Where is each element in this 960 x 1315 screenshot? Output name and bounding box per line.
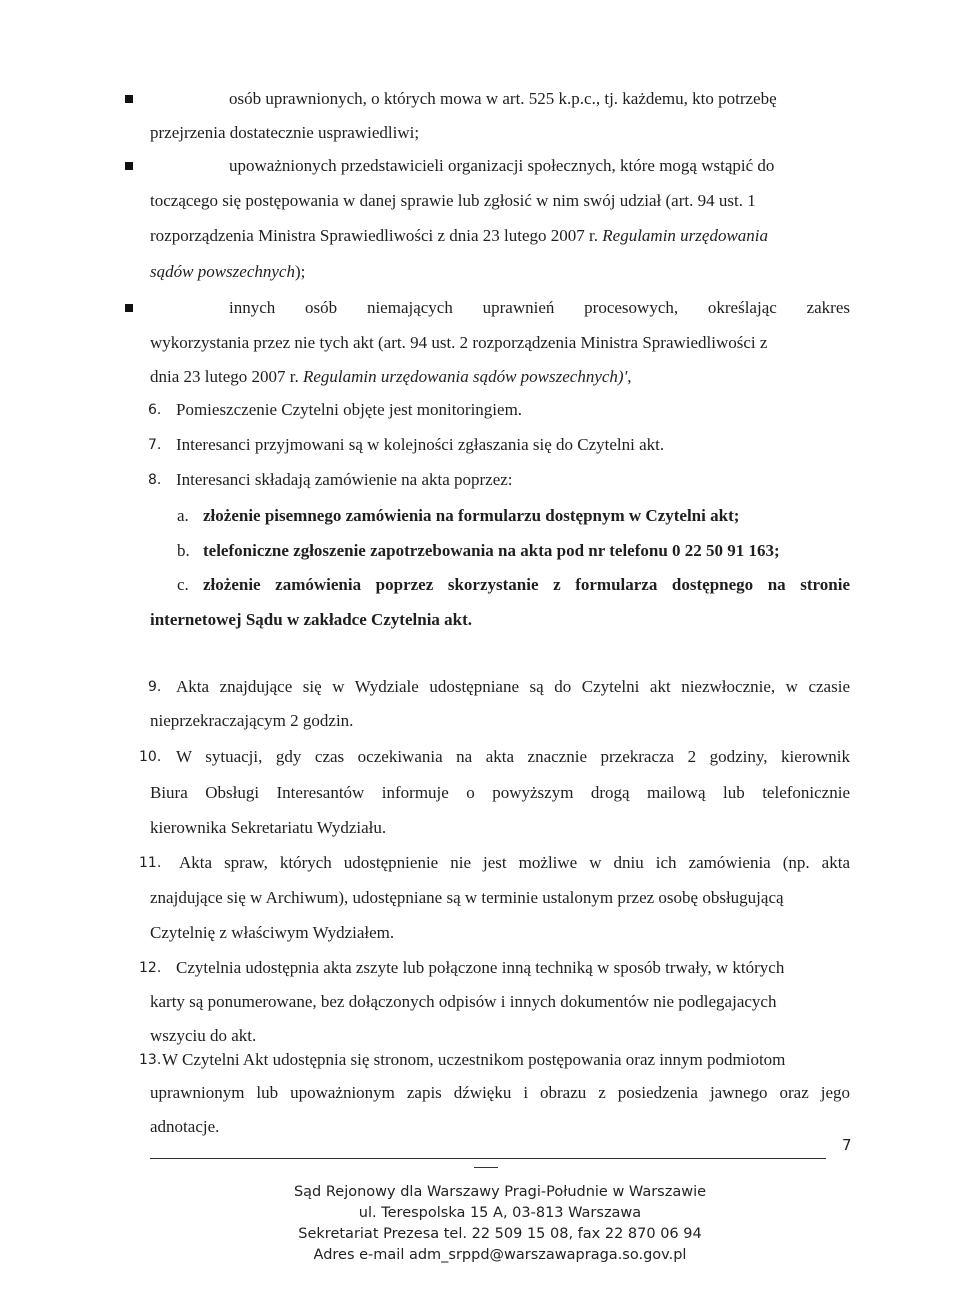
item13-line1: W Czytelni Akt udostępnia się stronom, uczestnikom postępowania oraz innym podmiotom — [162, 1050, 786, 1069]
footer-email: Adres e-mail adm_srppd@warszawapraga.so.gov.pl — [313, 1247, 687, 1263]
footer-phone: Sekretariat Prezesa tel. 22 509 15 08, fax 22 870 06 94 — [298, 1226, 702, 1242]
suba-text: złożenie pisemnego zamówienia na formularzu dostępnym w Czytelni akt; — [203, 506, 740, 525]
bullet3-line3 — [150, 366, 631, 388]
bullet1-line2: przejrzenia dostatecznie usprawiedliwi; — [150, 123, 420, 142]
item-number: 7. — [148, 437, 162, 453]
bullet3-line3-text: dnia 23 lutego 2007 r. — [150, 367, 303, 386]
bullet3-line2: wykorzystania przez nie tych akt (art. 94 ust. 2 rozporządzenia Ministra Sprawiedliwości z — [150, 333, 768, 352]
item11-line1: Akta spraw, których udostępnienie nie jest możliwe w dniu ich zamówienia (np. akta — [179, 853, 850, 872]
item-number: 12. — [139, 960, 162, 976]
item10-line2: Biura Obsługi Interesantów informuje o powyższym drogą mailową lub telefonicznie — [150, 783, 850, 802]
bullet2-line1: upoważnionych przedstawicieli organizacji społecznych, które mogą wstąpić do — [229, 156, 775, 175]
item-number: 9. — [148, 679, 162, 695]
regulation-title: Regulamin urzędowania — [602, 226, 769, 245]
footer-court-name: Sąd Rejonowy dla Warszawy Pragi-Południe w Warszawie — [293, 1184, 707, 1200]
item10-line1: W sytuacji, gdy czas oczekiwania na akta znacznie przekracza 2 godziny, kierownik — [176, 747, 850, 766]
bullet2-line4 — [150, 261, 305, 283]
footer-address: ul. Terespolska 15 A, 03-813 Warszawa — [358, 1205, 642, 1221]
bullet-marker — [125, 162, 133, 170]
item-number: 8. — [148, 472, 162, 488]
item-number: 10. — [139, 749, 162, 765]
sub-letter: c. — [177, 575, 189, 594]
regulation-title-cont: sądów powszechnych — [150, 262, 295, 281]
item11-line2: znajdujące się w Archiwum), udostępniane są w terminie ustalonym przez osobę obsługującą — [150, 888, 784, 907]
bullet2-line4-end: ); — [294, 262, 306, 281]
item13-line2: uprawnionym lub upoważnionym zapis dźwięku i obrazu z posiedzenia jawnego oraz jego — [150, 1083, 850, 1102]
bullet2-line3 — [150, 225, 768, 247]
item8-text: Interesanci składają zamówienie na akta poprzez: — [176, 470, 513, 489]
bullet1-line1: osób uprawnionych, o których mowa w art. 525 k.p.c., tj. każdemu, kto potrzebę — [229, 89, 777, 108]
item12-line2: karty są ponumerowane, bez dołączonych odpisów i innych dokumentów nie podlegajacych — [150, 992, 777, 1011]
footer-divider — [150, 1158, 826, 1159]
item9-line1: Akta znajdujące się w Wydziale udostępniane są do Czytelni akt niezwłocznie, w czasie — [176, 677, 850, 696]
item7-text: Interesanci przyjmowani są w kolejności zgłaszania się do Czytelni akt. — [176, 435, 665, 454]
sub-letter: b. — [177, 541, 190, 560]
bullet-marker — [125, 304, 133, 312]
item12-line1: Czytelnia udostępnia akta zszyte lub połączone inną techniką w sposób trwały, w których — [176, 958, 785, 977]
bullet2-line3-text: rozporządzenia Ministra Sprawiedliwości z dnia 23 lutego 2007 r. — [150, 226, 603, 245]
bullet3-line1: innych osób niemających uprawnień procesowych, określając zakres — [229, 298, 850, 317]
item6-text: Pomieszczenie Czytelni objęte jest monitoringiem. — [176, 400, 523, 419]
bullet2-line2: toczącego się postępowania w danej sprawie lub zgłosić w nim swój udział (art. 94 ust. 1 — [150, 191, 756, 210]
item-number: 13. — [139, 1052, 162, 1068]
item13-line3: adnotacje. — [150, 1117, 220, 1136]
subc-line2: internetowej Sądu w zakładce Czytelnia akt. — [150, 610, 473, 629]
subb-text: telefoniczne zgłoszenie zapotrzebowania na akta pod nr telefonu 0 22 50 91 163; — [203, 541, 780, 560]
item-number: 11. — [139, 855, 162, 871]
item10-line3: kierownika Sekretariatu Wydziału. — [150, 818, 387, 837]
item9-line2: nieprzekraczającym 2 godzin. — [150, 711, 354, 730]
item12-line3: wszyciu do akt. — [150, 1026, 257, 1045]
item11-line3: Czytelnię z właściwym Wydziałem. — [150, 923, 395, 942]
item-number: 6. — [148, 402, 162, 418]
sub-letter: a. — [177, 506, 189, 525]
regulation-title: Regulamin urzędowania sądów powszechnych)', — [302, 367, 632, 386]
subc-line1: złożenie zamówienia poprzez skorzystanie z formularza dostępnego na stronie — [203, 575, 850, 594]
bullet-marker — [125, 95, 133, 103]
page-number: 7 — [842, 1136, 852, 1154]
footer-divider-short — [474, 1167, 498, 1168]
